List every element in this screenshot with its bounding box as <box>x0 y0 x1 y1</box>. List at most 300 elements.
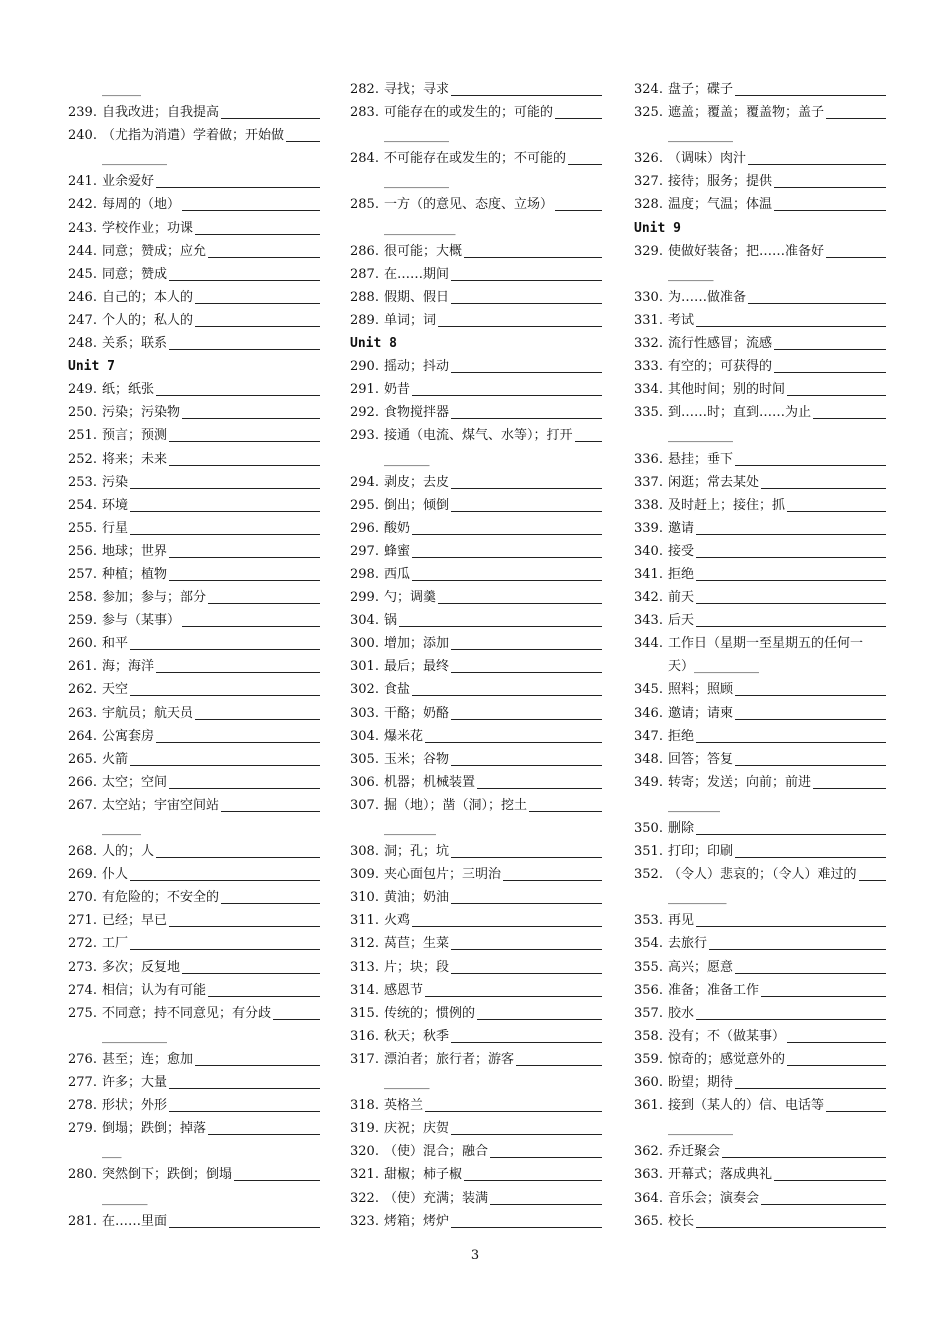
entry-number: 299. <box>350 590 379 606</box>
vocab-entry <box>634 78 886 101</box>
entry-continuation <box>634 886 886 909</box>
entry-meaning: 天空 <box>102 682 129 698</box>
answer-blank <box>774 187 886 188</box>
answer-blank <box>735 1088 886 1089</box>
entry-continuation <box>68 817 320 840</box>
answer-blank <box>156 395 320 396</box>
vocab-entry <box>68 932 320 955</box>
entry-number: 357. <box>634 1005 663 1021</box>
entry-number: 279. <box>68 1121 97 1137</box>
entry-meaning: 秋天；秋季 <box>384 1028 450 1044</box>
entry-meaning: 最后；最终 <box>384 659 450 675</box>
entry-number: 315. <box>350 1005 379 1021</box>
entry-number: 267. <box>68 797 97 813</box>
vocab-entry <box>350 1140 604 1163</box>
answer-blank <box>761 488 886 489</box>
entry-number: 259. <box>68 613 97 629</box>
vocab-entry <box>350 401 604 424</box>
entry-meaning: 其他时间；别的时间 <box>668 382 786 398</box>
entry-meaning: 自己的；本人的 <box>102 289 194 305</box>
answer-blank <box>169 580 320 581</box>
entry-number: 294. <box>350 474 379 490</box>
entry-number: 248. <box>68 336 97 352</box>
continuation-text: ______ <box>102 821 141 836</box>
vocab-entry <box>350 678 604 701</box>
answer-blank <box>169 1227 320 1228</box>
entry-number: 346. <box>634 705 663 721</box>
entry-meaning: 甜椒；柿子椒 <box>384 1167 463 1183</box>
vocab-entry <box>68 1002 320 1025</box>
vocab-entry <box>634 956 886 979</box>
entry-continuation <box>350 1071 604 1094</box>
vocab-entry <box>350 794 604 817</box>
entry-number: 242. <box>68 197 97 213</box>
entry-meaning: 夹心面包片；三明治 <box>384 867 502 883</box>
entry-continuation <box>350 124 604 147</box>
vocab-entry <box>634 1094 886 1117</box>
vocab-entry <box>68 240 320 263</box>
entry-number: 337. <box>634 474 663 490</box>
answer-blank <box>813 418 886 419</box>
continuation-text: _______ <box>384 451 430 467</box>
vocab-entry <box>68 1048 320 1071</box>
answer-blank <box>859 880 886 881</box>
answer-blank <box>761 996 886 997</box>
vocab-entry <box>634 147 886 170</box>
vocab-entry <box>68 101 320 124</box>
entry-number: 245. <box>68 266 97 282</box>
vocab-entry <box>634 286 886 309</box>
vocab-entry <box>68 401 320 424</box>
answer-blank <box>696 926 886 927</box>
entry-meaning: 传统的；惯例的 <box>384 1005 476 1021</box>
answer-blank <box>735 857 886 858</box>
entry-number: 257. <box>68 566 97 582</box>
vocab-entry <box>634 840 886 863</box>
entry-meaning: 蜂蜜 <box>384 543 411 559</box>
entry-number: 350. <box>634 821 663 836</box>
continuation-text: 天）__________ <box>668 659 760 675</box>
continuation-text: __________ <box>668 428 733 444</box>
entry-meaning: 回答；答复 <box>668 751 734 767</box>
vocab-entry <box>634 540 886 563</box>
vocab-entry <box>68 863 320 886</box>
vocab-entry <box>634 378 886 401</box>
answer-blank <box>169 441 320 442</box>
vocab-entry <box>634 748 886 771</box>
vocab-entry <box>350 563 604 586</box>
entry-number: 349. <box>634 774 663 790</box>
entry-number: 297. <box>350 543 379 559</box>
vocab-entry <box>350 702 604 725</box>
entry-number: 363. <box>634 1167 663 1183</box>
answer-blank <box>748 303 886 304</box>
answer-blank <box>813 788 886 789</box>
vocab-entry <box>634 101 886 124</box>
answer-blank <box>722 1157 886 1158</box>
vocab-entry <box>350 1163 604 1186</box>
entry-meaning: 乔迁聚会 <box>668 1144 721 1160</box>
answer-blank <box>735 765 886 766</box>
entry-meaning: 地球；世界 <box>102 543 168 559</box>
entry-number: 284. <box>350 151 379 167</box>
vocab-entry <box>350 309 604 332</box>
vocab-entry <box>634 471 886 494</box>
entry-meaning: 假期、假日 <box>384 289 450 305</box>
entry-number: 333. <box>634 359 663 375</box>
answer-blank <box>451 1227 602 1228</box>
answer-blank <box>735 695 886 696</box>
entry-meaning: 拒绝 <box>668 566 695 582</box>
answer-blank <box>451 372 602 373</box>
entry-meaning: 庆祝；庆贺 <box>384 1121 450 1137</box>
vocab-entry <box>68 794 320 817</box>
vocab-entry <box>68 609 320 632</box>
answer-blank <box>195 303 320 304</box>
answer-blank <box>555 118 602 119</box>
entry-meaning: 温度；气温；体温 <box>668 197 773 213</box>
continuation-text: _________ <box>668 890 727 906</box>
vocab-entry <box>68 748 320 771</box>
entry-number: 252. <box>68 451 97 467</box>
entry-meaning: 仆人 <box>102 867 129 883</box>
vocab-entry <box>68 124 320 147</box>
answer-blank <box>130 488 320 489</box>
entry-meaning: 照料；照顾 <box>668 682 734 698</box>
answer-blank <box>195 326 320 327</box>
entry-number: 348. <box>634 751 663 767</box>
vocab-entry <box>634 332 886 355</box>
answer-blank <box>182 210 320 211</box>
entry-meaning: 使做好装备；把……准备好 <box>668 243 825 259</box>
vocab-entry <box>68 909 320 932</box>
entry-number: 338. <box>634 497 663 513</box>
entry-number: 359. <box>634 1051 663 1067</box>
answer-blank <box>451 1042 602 1043</box>
answer-blank <box>169 788 320 789</box>
entry-number: 360. <box>634 1075 663 1091</box>
entry-continuation <box>350 170 604 193</box>
entry-continuation <box>68 1025 320 1048</box>
entry-number: 304. <box>350 613 379 629</box>
continuation-text: ___ <box>102 1144 122 1160</box>
entry-number: 244. <box>68 243 97 259</box>
vocab-entry <box>350 193 604 216</box>
answer-blank <box>774 372 886 373</box>
continuation-text: _______ <box>102 1190 148 1206</box>
answer-blank <box>234 1180 320 1181</box>
entry-number: 301. <box>350 659 379 675</box>
vocab-entry <box>634 1025 886 1048</box>
entry-continuation <box>634 655 886 678</box>
entry-meaning: （使）混合；融合 <box>384 1144 489 1160</box>
answer-blank <box>575 441 602 442</box>
vocab-entry <box>68 840 320 863</box>
entry-meaning: 一方（的意见、态度、立场） <box>384 197 554 213</box>
entry-meaning: 环境 <box>102 497 129 513</box>
answer-blank <box>451 280 602 281</box>
entry-meaning: 多次；反复地 <box>102 959 181 975</box>
answer-blank <box>182 418 320 419</box>
entry-number: 286. <box>350 243 379 259</box>
answer-blank <box>774 210 886 211</box>
vocab-entry <box>68 263 320 286</box>
answer-blank <box>195 1065 320 1066</box>
continuation-text: __________ <box>384 174 449 190</box>
answer-blank <box>696 580 886 581</box>
answer-blank <box>451 903 602 904</box>
entry-meaning: 考试 <box>668 312 695 328</box>
vocab-entry <box>634 355 886 378</box>
answer-blank <box>182 973 320 974</box>
entry-meaning: 单词；词 <box>384 312 437 328</box>
vocab-entry <box>350 609 604 632</box>
entry-meaning: 勺；调羹 <box>384 590 437 606</box>
vocab-entry <box>350 771 604 794</box>
answer-blank <box>208 1134 320 1135</box>
entry-number: 365. <box>634 1213 663 1229</box>
continuation-text: __________ <box>102 151 167 167</box>
vocab-entry <box>68 1210 320 1233</box>
entry-number: 247. <box>68 312 97 328</box>
answer-blank <box>787 395 886 396</box>
entry-number: 254. <box>68 497 97 513</box>
entry-meaning: 掘（地）；凿（洞）；挖土 <box>384 797 528 813</box>
entry-meaning: 倒出；倾倒 <box>384 497 450 513</box>
vocab-entry <box>68 586 320 609</box>
entry-meaning: 邀请 <box>668 520 695 536</box>
answer-blank <box>826 1111 886 1112</box>
answer-blank <box>696 557 886 558</box>
entry-number: 332. <box>634 336 663 352</box>
entry-meaning: 邀请；请柬 <box>668 705 734 721</box>
entry-meaning: 高兴；愿意 <box>668 959 734 975</box>
vocab-entry <box>68 540 320 563</box>
entry-number: 288. <box>350 289 379 305</box>
answer-blank <box>156 742 320 743</box>
entry-number: 344. <box>634 636 663 652</box>
entry-meaning: 同意；赞成 <box>102 266 168 282</box>
entry-meaning: 相信；认为有可能 <box>102 982 207 998</box>
continuation-text: __________ <box>668 128 733 144</box>
entry-number: 308. <box>350 844 379 860</box>
entry-number: 313. <box>350 959 379 975</box>
entry-number: 265. <box>68 751 97 767</box>
answer-blank <box>182 626 320 627</box>
entry-meaning: 没有；不（做某事） <box>668 1028 786 1044</box>
vocab-entry <box>634 517 886 540</box>
entry-meaning: 到……时；直到……为止 <box>668 405 812 421</box>
entry-meaning: 很可能；大概 <box>384 243 463 259</box>
answer-blank <box>735 973 886 974</box>
entry-meaning: 准备；准备工作 <box>668 982 760 998</box>
answer-blank <box>477 788 602 789</box>
entry-number: 325. <box>634 105 663 121</box>
entry-continuation <box>68 147 320 170</box>
entry-meaning: 行星 <box>102 520 129 536</box>
entry-number: 278. <box>68 1098 97 1114</box>
answer-blank <box>748 164 886 165</box>
entry-meaning: 奶昔 <box>384 382 411 398</box>
entry-meaning: 锅 <box>384 613 398 629</box>
vocab-entry <box>68 886 320 909</box>
vocab-entry <box>350 240 604 263</box>
answer-blank <box>477 1019 602 1020</box>
vocab-entry <box>68 448 320 471</box>
answer-blank <box>555 210 602 211</box>
entry-number: 347. <box>634 728 663 744</box>
answer-blank <box>286 141 320 142</box>
continuation-text: _______ <box>384 1075 430 1091</box>
answer-blank <box>221 903 320 904</box>
entry-meaning: 惊奇的；感觉意外的 <box>668 1051 786 1067</box>
entry-number: 328. <box>634 197 663 213</box>
answer-blank <box>451 973 602 974</box>
answer-blank <box>451 1134 602 1135</box>
entry-meaning: 个人的；私人的 <box>102 312 194 328</box>
entry-number: 342. <box>634 590 663 606</box>
vocab-entry <box>350 909 604 932</box>
answer-blank <box>412 695 602 696</box>
entry-number: 243. <box>68 220 97 236</box>
vocab-entry <box>634 1210 886 1233</box>
answer-blank <box>696 742 886 743</box>
entry-meaning: 种植；植物 <box>102 566 168 582</box>
entry-number: 269. <box>68 867 97 883</box>
entry-number: 295. <box>350 497 379 513</box>
answer-blank <box>156 187 320 188</box>
entry-meaning: 工厂 <box>102 936 129 952</box>
vocab-column-1 <box>68 78 320 1233</box>
continuation-text: ______ <box>102 82 141 97</box>
vocab-entry <box>68 956 320 979</box>
vocab-entry <box>634 586 886 609</box>
entry-meaning: 倒塌；跌倒；掉落 <box>102 1121 207 1137</box>
entry-meaning: 去旅行 <box>668 936 708 952</box>
vocab-entry <box>350 956 604 979</box>
answer-blank <box>451 857 602 858</box>
entry-meaning: 关系；联系 <box>102 336 168 352</box>
answer-blank <box>787 1042 886 1043</box>
entry-continuation <box>634 124 886 147</box>
entry-meaning: 漂泊者；旅行者；游客 <box>384 1051 515 1067</box>
vocab-entry <box>68 170 320 193</box>
entry-meaning: （令人）悲哀的；（令人）难过的 <box>668 867 857 883</box>
vocab-entry <box>350 147 604 170</box>
vocab-entry <box>634 1140 886 1163</box>
entry-number: 253. <box>68 474 97 490</box>
answer-blank <box>451 95 602 96</box>
entry-number: 305. <box>350 751 379 767</box>
entry-number: 304. <box>350 728 379 744</box>
entry-meaning: 接受 <box>668 543 695 559</box>
answer-blank <box>412 395 602 396</box>
answer-blank <box>130 695 320 696</box>
answer-blank <box>787 1065 886 1066</box>
entry-number: 246. <box>68 289 97 305</box>
answer-blank <box>169 349 320 350</box>
entry-meaning: 拒绝 <box>668 728 695 744</box>
entry-meaning: 片；块；段 <box>384 959 450 975</box>
entry-meaning: 西瓜 <box>384 566 411 582</box>
vocab-entry <box>634 1187 886 1210</box>
entry-number: 258. <box>68 590 97 606</box>
vocab-entry <box>68 979 320 1002</box>
entry-number: 327. <box>634 174 663 190</box>
entry-meaning: 许多；大量 <box>102 1075 168 1091</box>
entry-meaning: 打印；印刷 <box>668 844 734 860</box>
entry-meaning: 不同意；持不同意见；有分歧 <box>102 1005 272 1021</box>
vocab-entry <box>350 632 604 655</box>
answer-blank <box>451 949 602 950</box>
entry-meaning: 公寓套房 <box>102 728 155 744</box>
entry-meaning: 工作日（星期一至星期五的任何一 <box>668 636 864 652</box>
answer-blank <box>490 1204 602 1205</box>
entry-meaning: 污染 <box>102 474 129 490</box>
entry-number: 285. <box>350 197 379 213</box>
entry-meaning: 人的；人 <box>102 844 155 860</box>
answer-blank <box>130 511 320 512</box>
vocab-column-3 <box>634 78 886 1233</box>
entry-meaning: 突然倒下；跌倒；倒塌 <box>102 1167 233 1183</box>
vocab-entry <box>350 424 604 447</box>
vocab-entry <box>68 655 320 678</box>
answer-blank <box>169 280 320 281</box>
answer-blank <box>696 834 886 835</box>
vocab-entry <box>350 494 604 517</box>
entry-number: 282. <box>350 82 379 97</box>
entry-number: 263. <box>68 705 97 721</box>
vocab-entry <box>634 678 886 701</box>
entry-meaning: 转寄；发送；向前；前进 <box>668 774 812 790</box>
entry-number: 329. <box>634 243 663 259</box>
entry-number: 312. <box>350 936 379 952</box>
entry-meaning: 盘子；碟子 <box>668 82 734 97</box>
vocab-entry <box>634 1071 886 1094</box>
answer-blank <box>735 719 886 720</box>
vocab-entry <box>350 1002 604 1025</box>
entry-meaning: 参加；参与；部分 <box>102 590 207 606</box>
continuation-text: ________ <box>668 797 720 813</box>
vocab-entry <box>350 78 604 101</box>
entry-number: 354. <box>634 936 663 952</box>
answer-blank <box>503 880 602 881</box>
entry-meaning: （使）充满；装满 <box>384 1190 489 1206</box>
answer-blank <box>774 349 886 350</box>
entry-meaning: 太空；空间 <box>102 774 168 790</box>
vocab-entry <box>634 632 886 655</box>
answer-blank <box>425 742 602 743</box>
answer-blank <box>516 1065 602 1066</box>
answer-blank <box>169 926 320 927</box>
entry-number: 316. <box>350 1028 379 1044</box>
continuation-text: __________ <box>384 128 449 144</box>
entry-number: 320. <box>350 1144 379 1160</box>
entry-meaning: 遮盖；覆盖；覆盖物；盖子 <box>668 105 825 121</box>
vocab-entry <box>634 1163 886 1186</box>
answer-blank <box>273 1019 320 1020</box>
answer-blank <box>696 1227 886 1228</box>
vocab-entry <box>68 678 320 701</box>
answer-blank <box>774 1180 886 1181</box>
vocab-entry <box>68 424 320 447</box>
answer-blank <box>451 719 602 720</box>
vocab-entry <box>68 563 320 586</box>
vocab-entry <box>634 771 886 794</box>
entry-meaning: 后天 <box>668 613 695 629</box>
entry-number: 289. <box>350 312 379 328</box>
entry-number: 356. <box>634 982 663 998</box>
